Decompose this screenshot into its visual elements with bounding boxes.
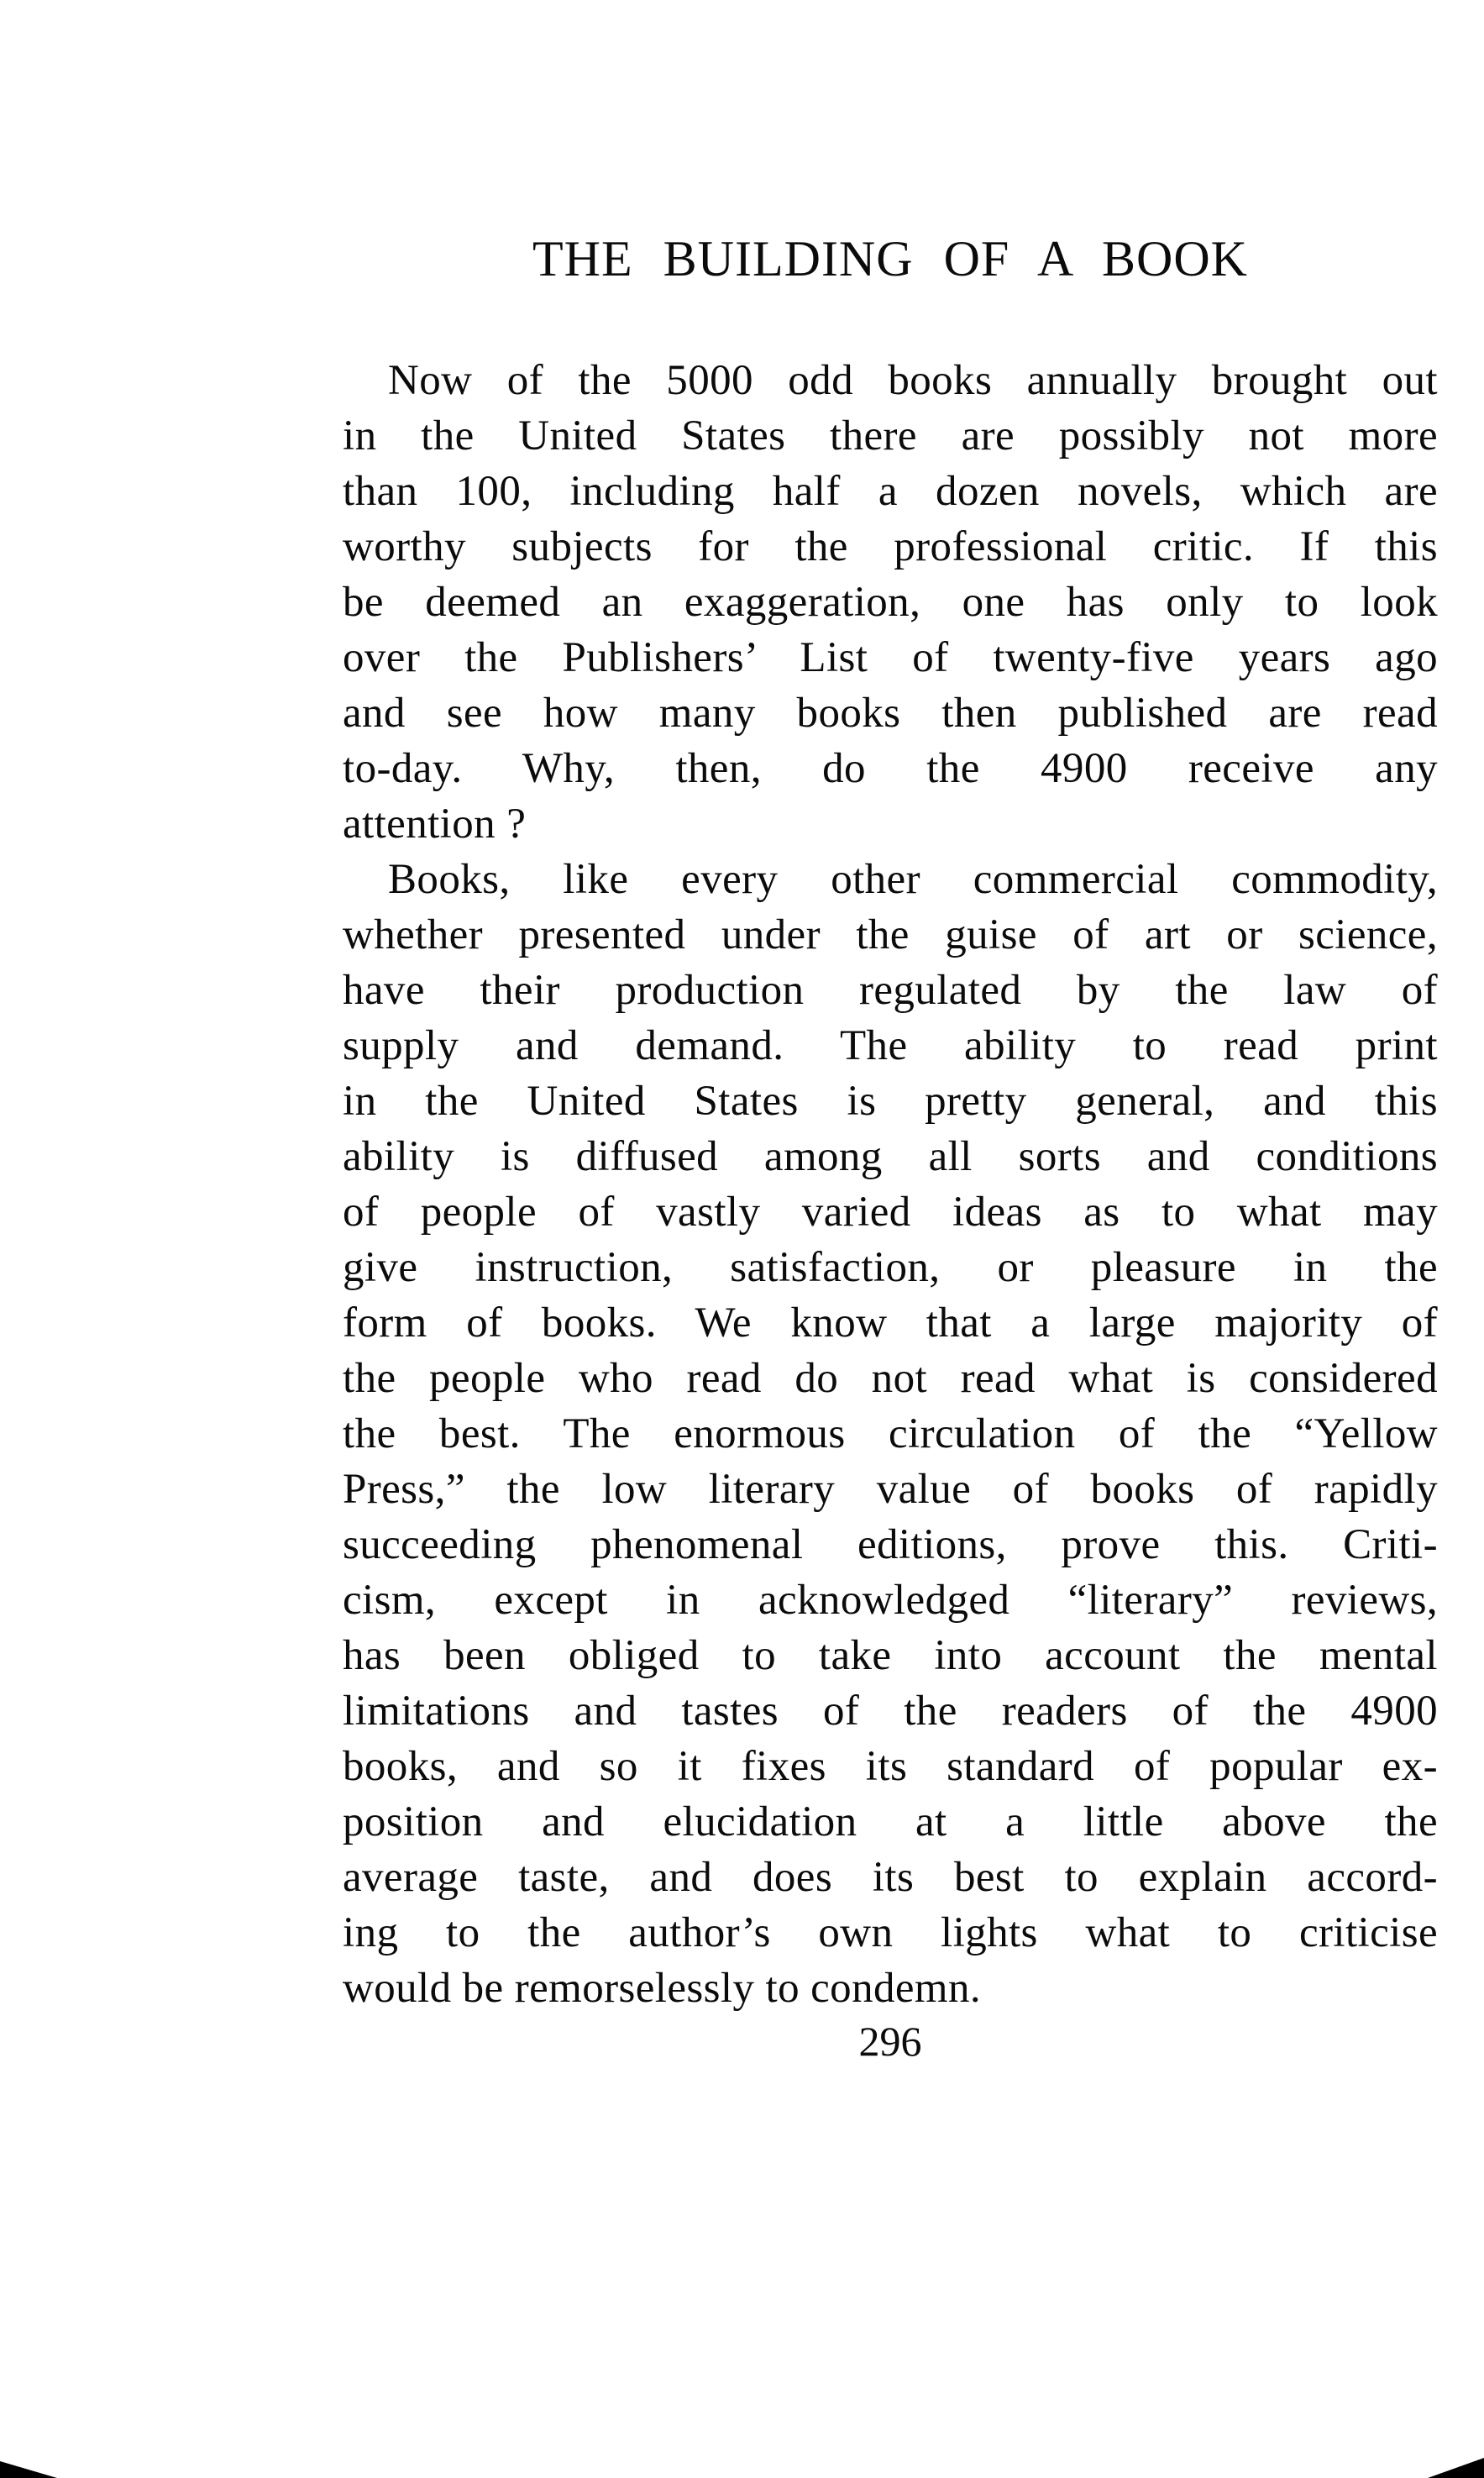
text-line: would be remorselessly to condemn. bbox=[343, 1965, 982, 2012]
text-line: be deemed an exaggeration, one has only to look bbox=[343, 579, 1438, 626]
scan-artifact-bottom-left bbox=[0, 2461, 57, 2478]
text-line: whether presented under the guise of art or science, bbox=[343, 911, 1438, 958]
page-number: 296 bbox=[858, 2018, 922, 2065]
text-line: Press,” the low literary value of books of rapidly bbox=[343, 1466, 1438, 1513]
text-line: to-day. Why, then, do the 4900 receive any bbox=[343, 745, 1438, 792]
text-line: limitations and tastes of the readers of the 4900 bbox=[343, 1688, 1438, 1735]
text-line: have their production regulated by the law of bbox=[343, 967, 1438, 1014]
text-line: succeeding phenomenal editions, prove this. Criti- bbox=[343, 1521, 1438, 1568]
text-line: the people who read do not read what is considered bbox=[343, 1355, 1438, 1402]
text-line: books, and so it fixes its standard of popular ex- bbox=[343, 1743, 1438, 1790]
scan-artifact-bottom-right bbox=[1428, 2458, 1484, 2478]
text-line: over the Publishers’ List of twenty-five years ago bbox=[343, 634, 1438, 681]
body-text bbox=[343, 353, 1438, 2016]
text-line: in the United States there are possibly not more bbox=[343, 412, 1438, 459]
text-line: ability is diffused among all sorts and conditions bbox=[343, 1133, 1438, 1180]
text-line: give instruction, satisfaction, or pleasure in the bbox=[343, 1244, 1438, 1291]
text-line: attention ? bbox=[343, 801, 527, 848]
text-line: Now of the 5000 odd books annually brought out bbox=[388, 357, 1438, 404]
text-line: ing to the author’s own lights what to criticise bbox=[343, 1909, 1438, 1956]
text-line: than 100, including half a dozen novels, which are bbox=[343, 468, 1438, 515]
text-line: has been obliged to take into account the mental bbox=[343, 1632, 1438, 1679]
text-line: average taste, and does its best to explain accord- bbox=[343, 1854, 1438, 1901]
text-line: position and elucidation at a little above the bbox=[343, 1798, 1438, 1845]
text-line: worthy subjects for the professional critic. If this bbox=[343, 523, 1438, 570]
page-title: THE BUILDING OF A BOOK bbox=[532, 231, 1248, 286]
text-line: the best. The enormous circulation of the “Yellow bbox=[343, 1410, 1438, 1457]
text-line: supply and demand. The ability to read print bbox=[343, 1022, 1438, 1069]
text-line: of people of vastly varied ideas as to what may bbox=[343, 1189, 1438, 1236]
text-line: form of books. We know that a large majority of bbox=[343, 1299, 1438, 1347]
text-line: in the United States is pretty general, and this bbox=[343, 1078, 1438, 1125]
text-line: Books, like every other commercial commodity, bbox=[388, 856, 1438, 903]
text-line: cism, except in acknowledged “literary” reviews, bbox=[343, 1577, 1438, 1624]
text-line: and see how many books then published are read bbox=[343, 690, 1438, 737]
